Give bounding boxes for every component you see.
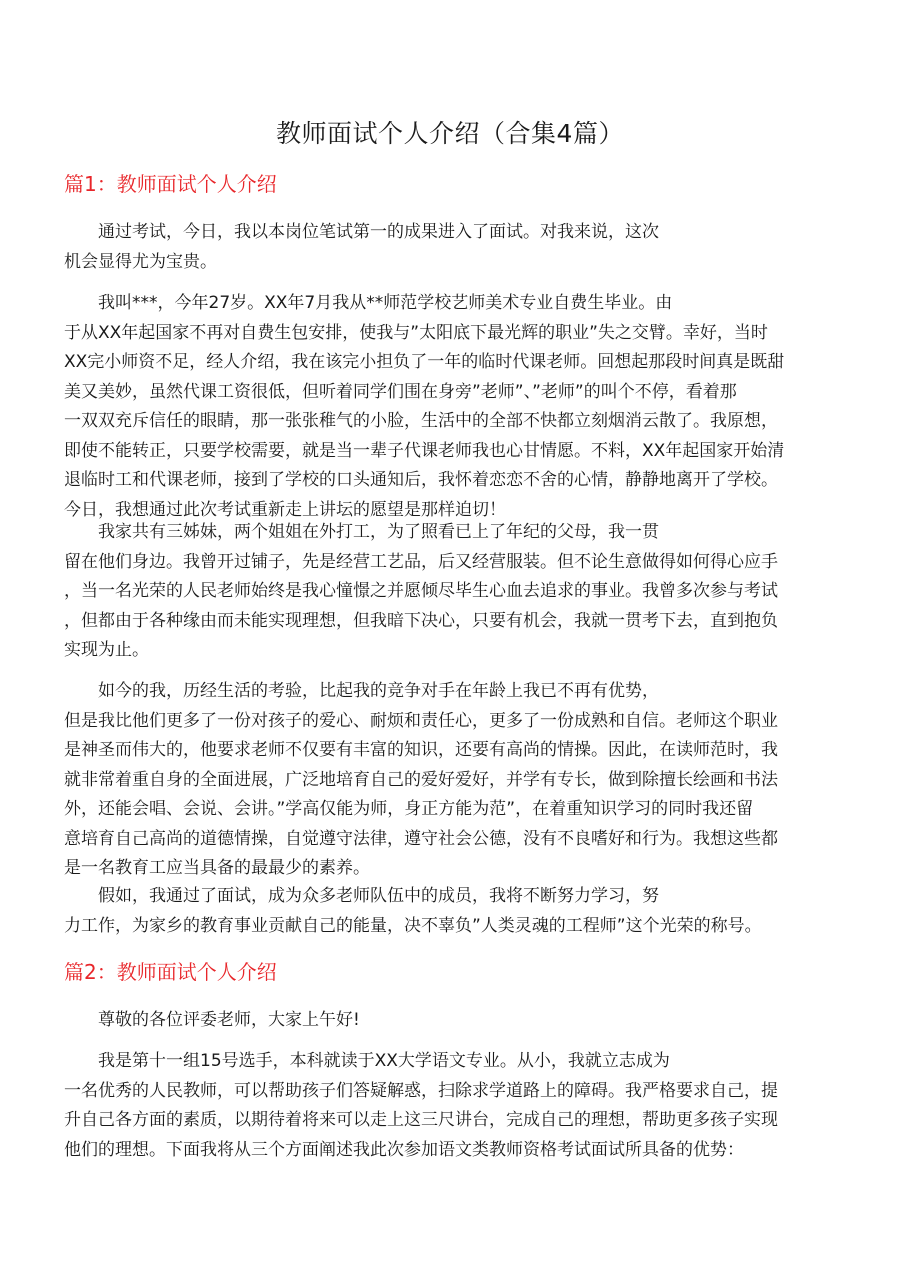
text-line: 于从XX年起国家不再对自费生包安排，使我与”太阳底下最光辉的职业”失之交臂。幸好，当时 <box>64 322 768 343</box>
text-line: 我是第十一组15号选手，本科就读于XX大学语文专业。从小，我就立志成为 <box>98 1051 670 1071</box>
paragraph <box>64 218 844 277</box>
text-line: 我叫***，今年27岁。XX年7月我从**师范学校艺师美术专业自费生毕业。由 <box>98 293 673 313</box>
text-line: 一名优秀的人民教师，可以帮助孩子们答疑解惑，扫除求学道路上的障碍。我严格要求自己，提 <box>64 1080 778 1101</box>
text-line: 升自己各方面的素质，以期待着将来可以走上这三尺讲台，完成自己的理想，帮助更多孩子实现 <box>64 1110 778 1130</box>
text-line: 留在他们身边。我曾开过铺子，先是经营工艺品，后又经营服装。但不论生意做得如何得心应手 <box>64 551 778 572</box>
paragraph <box>64 882 844 941</box>
text-line: 我家共有三姊妹，两个姐姐在外打工，为了照看已上了年纪的父母，我一贯 <box>98 522 659 542</box>
text-line: 机会显得尤为宝贵。 <box>64 251 217 272</box>
text-line: 退临时工和代课老师，接到了学校的口头通知后，我怀着恋恋不舍的心情，静静地离开了学校。 <box>64 470 778 490</box>
text-line: 今日，我想通过此次考试重新走上讲坛的愿望是那样迫切！ <box>64 499 506 520</box>
paragraph <box>64 1006 844 1036</box>
text-line: 假如，我通过了面试，成为众多老师队伍中的成员，我将不断努力学习，努 <box>98 886 659 906</box>
text-line: 是一名教育工应当具备的最最少的素养。 <box>64 858 370 878</box>
text-line: 如今的我，历经生活的考验，比起我的竞争对手在年龄上我已不再有优势， <box>98 681 659 701</box>
text-line: 实现为止。 <box>64 640 149 660</box>
section-heading-1: 篇1：教师面试个人介绍 <box>64 172 277 196</box>
text-line: 但是我比他们更多了一份对孩子的爱心、耐烦和责任心，更多了一份成熟和自信。老师这个职业 <box>64 710 778 731</box>
text-line: 力工作，为家乡的教育事业贡献自己的能量，决不辜负”人类灵魂的工程师”这个光荣的称号。 <box>64 915 762 936</box>
text-line: 尊敬的各位评委老师，大家上午好! <box>98 1010 360 1030</box>
section-heading-2: 篇2：教师面试个人介绍 <box>64 960 277 984</box>
text-line: XX完小师资不足，经人介绍，我在该完小担负了一年的临时代课老师。回想起那段时间真是既甜 <box>64 352 785 372</box>
text-line: 他们的理想。下面我将从三个方面阐述我此次参加语文类教师资格考试面试所具备的优势： <box>64 1139 744 1160</box>
text-line: ，但都由于各种缘由而未能实现理想，但我暗下决心，只要有机会，我就一贯考下去，直到抱负 <box>64 610 778 631</box>
text-line: 就非常着重自身的全面进展，广泛地培育自己的爱好爱好，并学有专长，做到除擅长绘画和书法 <box>64 769 778 790</box>
document-title: 教师面试个人介绍（合集4篇） <box>276 119 624 148</box>
text-line: 美又美妙，虽然代课工资很低，但听着同学们围在身旁”老师”、”老师”的叫个不停，看着那 <box>64 381 737 402</box>
text-line: 是神圣而伟大的，他要求老师不仅要有丰富的知识，还要有高尚的情操。因此，在读师范时，我 <box>64 740 778 760</box>
paragraph <box>64 1047 844 1165</box>
text-line: 外，还能会唱、会说、会讲。”学高仅能为师，身正方能为范”，在着重知识学习的同时我还留 <box>64 799 754 819</box>
text-line: 一双双充斥信任的眼睛，那一张张稚气的小脸，生活中的全部不快都立刻烟消云散了。我原想， <box>64 411 778 431</box>
text-line: ，当一名光荣的人民老师始终是我心憧憬之并愿倾尽毕生心血去追求的事业。我曾多次参与考试 <box>64 581 778 601</box>
paragraph <box>64 289 844 525</box>
text-line: 意培育自己高尚的道德情操，自觉遵守法律，遵守社会公德，没有不良嗜好和行为。我想这些都 <box>64 828 778 849</box>
text-line: 即使不能转正，只要学校需要，就是当一辈子代课老师我也心甘情愿。不料，XX年起国家开始清 <box>64 440 785 461</box>
text-line: 通过考试，今日，我以本岗位笔试第一的成果进入了面试。对我来说，这次 <box>98 222 659 242</box>
paragraph <box>64 677 844 884</box>
paragraph <box>64 518 844 666</box>
